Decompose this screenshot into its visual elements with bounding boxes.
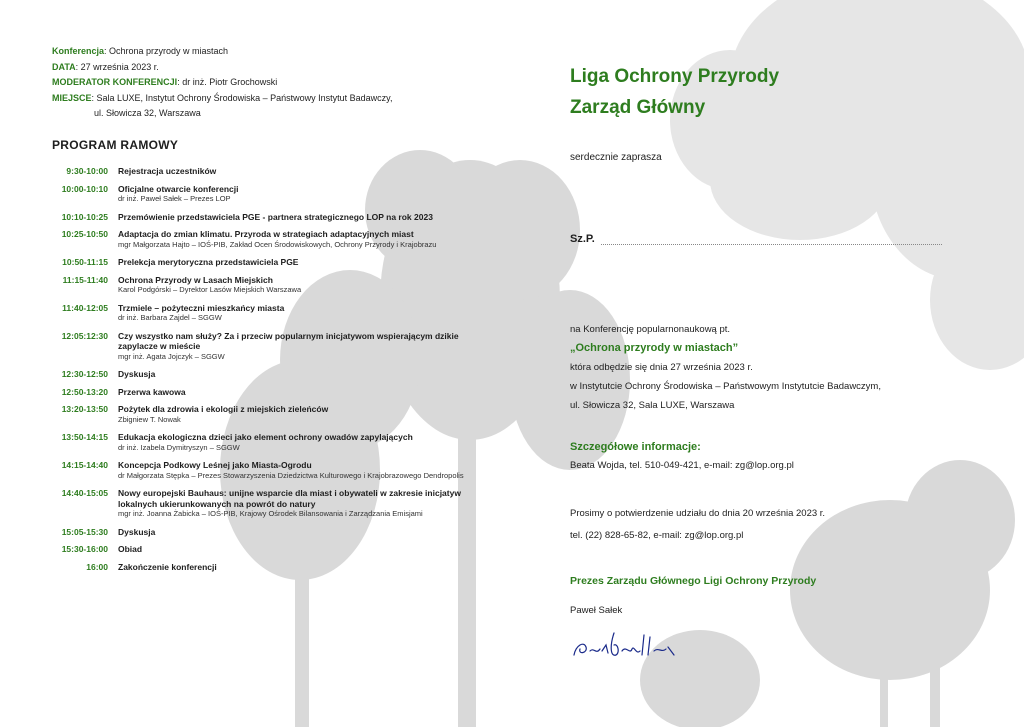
program-item-title: Oficjalne otwarcie konferencji — [118, 183, 239, 194]
program-item — [118, 166, 482, 177]
program-item-title: Nowy europejski Bauhaus: unijne wsparcie dla miast i obywateli w zakresie inicjatyw lokalnych ukierunkowanych na powrót do natury — [118, 488, 461, 509]
program-item-title: Trzmiele – pożyteczni mieszkańcy miasta — [118, 302, 285, 313]
program-item-speaker: Zbigniew T. Nowak — [118, 414, 181, 424]
program-item-speaker: dr inż. Barbara Zajdel – SGGW — [118, 313, 222, 322]
program-item — [118, 488, 482, 520]
program-item-title: Rejestracja uczestników — [118, 166, 217, 176]
program-row — [52, 488, 482, 520]
program-item-title: Edukacja ekologiczna dzieci jako element ochrony owadów zapylających — [118, 432, 413, 442]
rsvp-info — [570, 503, 825, 547]
meta-date: DATA: 27 września 2023 r. — [52, 61, 159, 72]
program-item-speaker: dr inż. Izabela Dymitryszyn – SGGW — [118, 442, 240, 452]
program-item-title: Przemówienie przedstawiciela PGE - partnera strategicznego LOP na rok 2023 — [118, 211, 433, 222]
program-row — [52, 212, 482, 223]
meta-place: MIEJSCE: Sala LUXE, Instytut Ochrony Środowiska – Państwowy Instytut Badawczy, — [52, 92, 393, 103]
program-item-title: Obiad — [118, 544, 143, 554]
program-row — [52, 303, 482, 324]
program-item-speaker: mgr inż. Agata Jojczyk – SGGW — [118, 351, 225, 361]
addressee-line — [570, 233, 942, 245]
program-row — [52, 387, 482, 398]
program-item-title: Pożytek dla zdrowia i ekologii z miejskich zieleńców — [118, 404, 329, 414]
invitation-text: serdecznie zaprasza — [570, 152, 662, 163]
program-row — [52, 562, 482, 573]
program-item-title: Koncepcja Podkowy Leśnej jako Miasta-Ogrodu — [118, 460, 312, 470]
program-item-title: Zakończenie konferencji — [118, 561, 217, 572]
program-time: 11:40-12:05 — [62, 302, 108, 313]
program-time: 12:50-13:20 — [61, 386, 108, 397]
program-item — [118, 562, 482, 573]
signature — [570, 625, 690, 665]
program-item-title: Czy wszystko nam służy? Za i przeciw popularnym inicjatywom wspierającym dzikie zapylacze w mieście — [118, 330, 459, 351]
conference-date: która odbędzie się dnia 27 września 2023 r. — [570, 362, 753, 373]
meta-moderator: MODERATOR KONFERENCJI: dr inż. Piotr Grochowski — [52, 77, 278, 87]
program-item-title: Dyskusja — [118, 369, 156, 379]
program-list — [52, 166, 482, 579]
president-title: Prezes Zarządu Głównego Ligi Ochrony Przyrody — [570, 575, 817, 587]
program-item-speaker: dr Małgorzata Stępka – Prezes Stowarzyszenia Dziedzictwa Kulturowego i Krajobrazowego Dendropolis — [118, 470, 464, 480]
conference-meta — [52, 44, 392, 122]
program-item — [118, 303, 482, 324]
president-name: Paweł Sałek — [570, 605, 623, 616]
program-item — [118, 404, 482, 425]
conference-title: „Ochrona przyrody w miastach” — [570, 342, 739, 354]
program-time: 10:00-10:10 — [61, 183, 108, 194]
org-name-line2: Zarząd Główny — [570, 97, 706, 118]
program-item-title: Prelekcja merytoryczna przedstawiciela PGE — [118, 257, 299, 267]
program-item — [118, 369, 482, 380]
addressee-dotted-field — [601, 235, 942, 245]
conference-intro: na Konferencję popularnonaukową pt. — [570, 324, 731, 335]
program-row — [52, 229, 482, 250]
program-time: 10:10-10:25 — [61, 211, 108, 222]
program-time: 9:30-10:00 — [66, 166, 108, 176]
program-time: 11:15-11:40 — [62, 274, 108, 285]
program-item — [118, 257, 482, 268]
program-row — [52, 257, 482, 268]
program-item-speaker: Karol Podgórski – Dyrektor Lasów Miejskich Warszawa — [118, 285, 302, 294]
program-row — [52, 460, 482, 481]
addressee-label: Sz.P. — [570, 233, 595, 245]
program-item — [118, 229, 482, 250]
program-row — [52, 184, 482, 205]
program-item — [118, 544, 482, 555]
conference-place: w Instytutcie Ochrony Środowiska – Państwowym Instytutcie Badawczym, — [570, 381, 881, 392]
details-contact: Beata Wojda, tel. 510-049-421, e-mail: zg@lop.org.pl — [570, 460, 794, 471]
program-time: 10:25-10:50 — [61, 229, 108, 239]
program-row — [52, 275, 482, 296]
conference-info — [570, 320, 990, 415]
rsvp-deadline: Prosimy o potwierdzenie udziału do dnia 20 września 2023 r. — [570, 508, 826, 519]
program-row — [52, 527, 482, 538]
details-heading: Szczegółowe informacje: — [570, 441, 701, 453]
program-item-speaker: dr inż. Paweł Sałek – Prezes LOP — [118, 194, 231, 203]
program-time: 12:05:12:30 — [61, 330, 108, 341]
program-item-speaker: mgr Małgorzata Hajto – IOŚ-PIB, Zakład Ocen Środowiskowych, Ochrony Przyrody i Krajobrazu — [118, 239, 437, 249]
program-title: PROGRAM RAMOWY — [52, 138, 179, 152]
org-name-line1: Liga Ochrony Przyrody — [570, 66, 780, 87]
program-item — [118, 527, 482, 538]
rsvp-contact: tel. (22) 828-65-82, e-mail: zg@lop.org.pl — [570, 530, 744, 541]
conference-address: ul. Słowicza 32, Sala LUXE, Warszawa — [570, 400, 735, 411]
program-time: 14:15-14:40 — [61, 460, 108, 470]
meta-conference: Konferencja: Ochrona przyrody w miastach — [52, 46, 229, 56]
program-time: 15:05-15:30 — [61, 526, 108, 537]
program-item — [118, 460, 482, 481]
program-item-speaker: mgr inż. Joanna Żabicka – IOŚ-PIB, Krajowy Ośrodek Bilansowania i Zarządzania Emisjami — [118, 509, 423, 518]
program-row — [52, 369, 482, 380]
program-item-title: Przerwa kawowa — [118, 386, 186, 397]
program-item — [118, 432, 482, 453]
program-row — [52, 432, 482, 453]
program-item — [118, 387, 482, 398]
program-time: 10:50-11:15 — [62, 257, 108, 267]
program-time: 13:50-14:15 — [61, 432, 108, 442]
program-time: 16:00 — [86, 561, 108, 572]
program-item — [118, 331, 482, 363]
program-item — [118, 275, 482, 296]
program-time: 12:30-12:50 — [61, 369, 108, 379]
program-row — [52, 331, 482, 363]
program-item — [118, 184, 482, 205]
program-row — [52, 166, 482, 177]
program-item — [118, 212, 482, 223]
program-time: 13:20-13:50 — [61, 404, 108, 414]
program-time: 14:40-15:05 — [61, 488, 108, 498]
program-row — [52, 404, 482, 425]
program-item-title: Dyskusja — [118, 526, 156, 537]
program-row — [52, 544, 482, 555]
program-time: 15:30-16:00 — [61, 544, 108, 554]
meta-place-address: ul. Słowicza 32, Warszawa — [94, 108, 201, 118]
program-item-title: Ochrona Przyrody w Lasach Miejskich — [118, 274, 273, 285]
program-item-title: Adaptacja do zmian klimatu. Przyroda w strategiach adaptacyjnych miast — [118, 229, 414, 239]
